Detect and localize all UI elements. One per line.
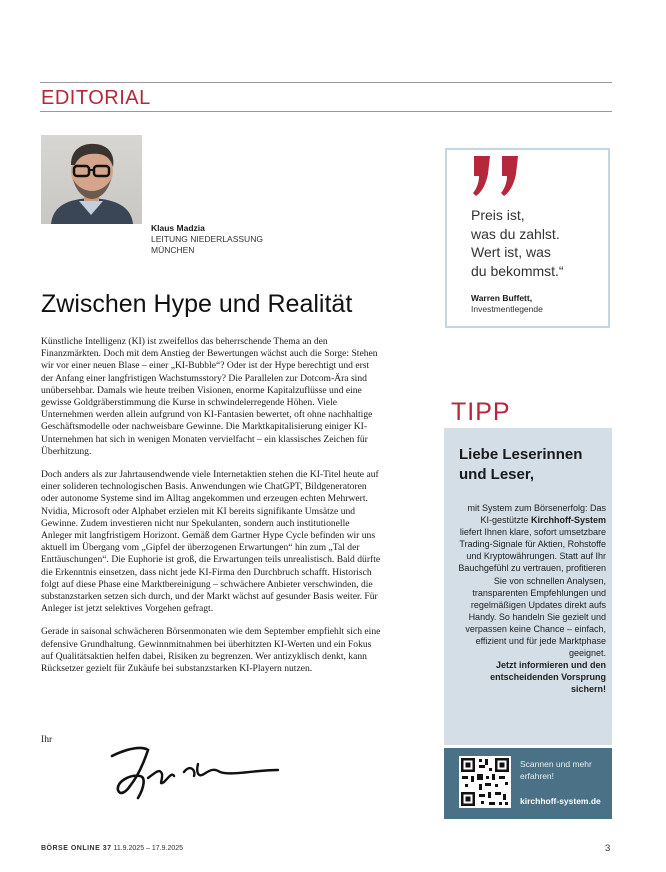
footer-issue — [41, 845, 183, 852]
quote-marks-icon — [472, 152, 528, 198]
quote-author: Warren Buffett, — [471, 293, 533, 303]
author-role-line1: LEITUNG NIEDERLASSUNG — [151, 234, 263, 244]
tipp-text-main: liefert Ihnen klare, sofort umsetzbare Trading-Signale für Aktien, Rohstoffe und Kryptowährungen. Statt auf Ihr Bauchgefühl zu vertrauen, profitieren Sie von schnellen Analysen, transparenten Empfehlungen und regelmäßigen Updates direkt aufs Handy. So handeln Sie gezielt und verpassen keine Chance – einfach, effizient und für jede Marktphase geeignet. — [458, 527, 606, 659]
top-rule — [40, 82, 612, 83]
quote-line: Wert ist, was — [471, 244, 551, 260]
tipp-cta: Jetzt informieren und den entscheidenden Vorsprung sichern! — [490, 660, 606, 695]
quote-line: du bekommst.“ — [471, 262, 564, 279]
headline: Zwischen Hype und Realität — [41, 290, 353, 318]
author-name: Klaus Madzia — [151, 223, 205, 233]
tipp-brand: Kirchhoff-System — [530, 515, 606, 526]
qr-scan-text: Scannen und mehr erfahren! — [520, 759, 592, 781]
body-paragraph: Doch anders als zur Jahrtausendwende viele Internetaktien stehen die KI-Titel heute auf einer solideren technologischen Basis. Anwendungen wie ChatGPT, Bildgeneratoren oder autonome Systeme sind im Alltag angekommen und erzeugen echten Mehrwert. Nvidia, Microsoft oder Alphabet erzielen mit KI bereits signifikante Umsätze und Gewinne. Zudem investieren nicht nur Spekulanten, sondern auch institutionelle Anleger mit langfristigem Horizont. Gemäß dem Gartner Hype Cycle befinden wir uns aktuell im Übergang vom „Gipfel der überzogenen Erwartungen“ hin zum „Tal der Enttäuschungen“. Die Euphorie ist groß, die Erwartungen teils unrealistisch. Bald dürfte die Erkenntnis einsetzen, dass nicht jede KI-Firma den Durchbruch schafft. Historisch folgt auf diese Phase eine Marktbereinigung – schwächere Anbieter verschwinden, die substanzstarken setzen sich durch, und der Markt wächst auf gesunder Basis weiter. Für Anleger ist jetzt selektives Vorgehen gefragt. — [41, 469, 381, 615]
section-label: EDITORIAL — [41, 87, 151, 109]
closing-salutation: Ihr — [41, 734, 53, 745]
signature — [108, 742, 288, 802]
section-rule — [40, 111, 612, 112]
footer-dates: 11.9.2025 – 17.9.2025 — [113, 845, 184, 852]
tipp-text — [457, 502, 606, 696]
article-body — [41, 336, 381, 686]
tipp-label: TIPP — [451, 398, 511, 426]
qr-url-link[interactable]: kirchhoff-system.de — [520, 796, 601, 806]
body-paragraph: Gerade in saisonal schwächeren Börsenmonaten wie dem September empfiehlt sich eine defensive Grundhaltung. Gewinnmitnahmen bei überhitzten KI-Werten und ein Fokus auf Qualitätsaktien helfen dabei, Risiken zu begrenzen. Wer antizyklisch denkt, kann Rücksetzer gezielt für Zukäufe bei substanzstarken KI-Playern nutzen. — [41, 626, 381, 675]
author-photo — [41, 135, 142, 224]
page-number: 3 — [605, 843, 611, 854]
quote-line: was du zahlst. — [471, 225, 560, 242]
qr-code-icon[interactable] — [459, 756, 511, 808]
author-role-line2: MÜNCHEN — [151, 245, 195, 255]
tipp-text-intro: mit System zum Börsenerfolg: Das KI-gestützte — [467, 503, 606, 526]
quote-line: Preis ist, — [471, 207, 525, 223]
footer-magazine: BÖRSE ONLINE 37 — [41, 845, 112, 852]
quote-author-role: Investmentlegende — [471, 304, 543, 314]
author-role — [151, 234, 291, 256]
body-paragraph: Künstliche Intelligenz (KI) ist zweifellos das beherrschende Thema an den Finanzmärkten. Doch mit dem Anstieg der Bewertungen wächst auch die Sorge: Stehen wir vor einer neuen Blase – einer „KI-Bubble“? Oder ist der Hype berechtigt und erst der Anfang einer langfristigen Wachstumsstory? Die Parallelen zur Dotcom-Ära sind unübersehbar. Damals wie heute treiben Visionen, enorme Kapitalzuflüsse und eine gewisse Goldgräberstimmung die Kurse in schwindelerregende Höhen. Viele Unternehmen werden allein aufgrund von KI-Fantasien bewertet, oft ohne nachhaltige Geschäftsmodelle oder nachweisbare Gewinne. Die Marktkapitalisierung einiger KI-Unternehmen hat sich in wenigen Monaten vervielfacht – ein klassisches Zeichen für Überhitzung. — [41, 336, 378, 457]
quote-text — [471, 206, 606, 280]
tipp-title: Liebe Leserinnen und Leser, — [459, 446, 583, 483]
